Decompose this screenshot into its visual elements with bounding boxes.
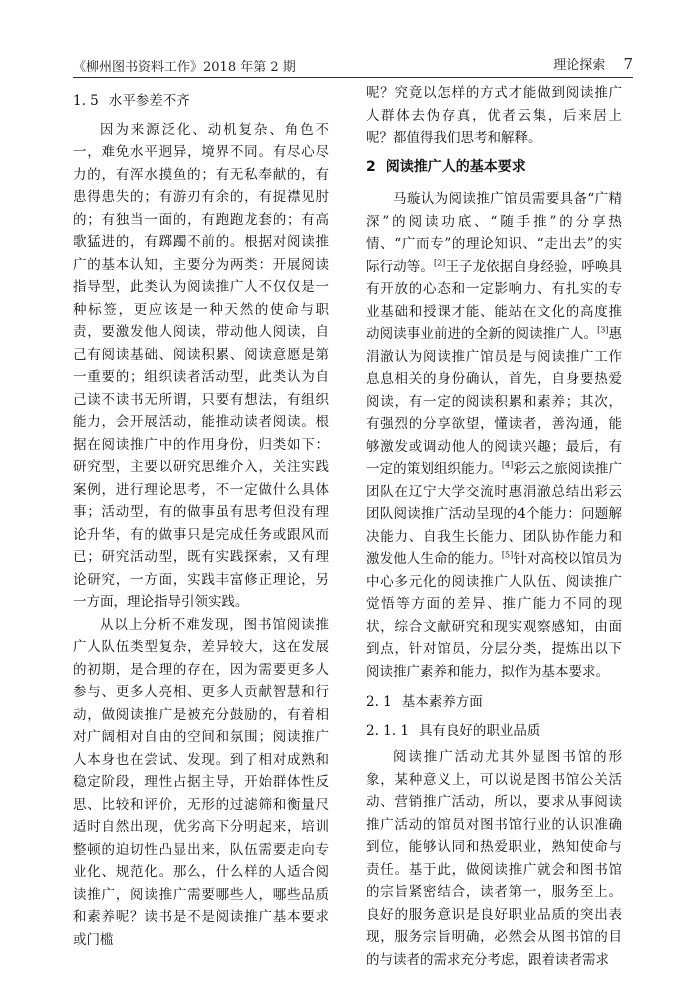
section-heading-2: 2 阅读推广人的基本要求 <box>366 158 526 175</box>
paragraph: 从以上分析不难发现，图书馆阅读推广人队伍类型复杂，差异较大，这在发展的初期，是合理的存在，因为需要更多人参与、更多人亮相、更多人贡献智慧和行动，做阅读推广是被充分鼓励的，有着相对广阔相对自由的空间和氛围；阅读推广人本身也在尝试、发现。到了相对成熟和稳定阶段，理性占据主导，开始群体性反思、比较和评价，无形的过滤筛和衡量尺适时自然出现，优劣高下分明起来，培训整顿的迫切性凸显出来，队伍需要走向专业化、规范化。那么，什么样的人适合阅读推广，阅读推广需要哪些人，哪些品质和素养呢？读书是不是阅读推广基本要求或门槛 <box>73 616 329 948</box>
section-heading-1-5: 1. 5 水平参差不齐 <box>73 93 190 109</box>
page-header <box>73 50 633 78</box>
paragraph: 因为来源泛化、动机复杂、角色不一，难免水平迥异，境界不同。有尽心尽力的，有浑水摸鱼的；有无私奉献的，有患得患失的；有游刃有余的，有捉襟见肘的；有独当一面的，有跑跑龙套的；有高歌猛进的，有踯躅不前的。根据对阅读推广的基本认知，主要分为两类：开展阅读指导型，此类认为阅读推广人不仅仅是一种标签，更应该是一种天然的使命与职责，要激发他人阅读，带动他人阅读，自己有阅读基础、阅读积累、阅读意愿是第一重要的；组织读者活动型，此类认为自己读不读书无所谓，只要有想法，有组织能力，会开展活动，能推动读者阅读。根据在阅读推广中的作用身份，归类如下：研究型，主要以研究思维介入，关注实践案例，进行理论思考，不一定做什么具体事；活动型，有的做事虽有思考但没有理论升华，有的做事只是完成任务或跟风而已；研究活动型，既有实践探索，又有理论研究，一方面，实践丰富修正理论，另一方面，理论指导引领实践。 <box>73 121 329 610</box>
citation-ref: [3] <box>597 325 609 335</box>
paragraph: 马璇认为阅读推广馆员需要具备“广精深”的阅读功底、“随手推”的分享热情、“广而专”的理论知识、“走出去”的实际行动等。[2]王子龙依据自身经验，呼唤具有开放的心态和一定影响力、有扎实的专业基础和授课才能、能站在文化的高度推动阅读事业前进的全新的阅读推广人。[3]惠涓澈认为阅读推广馆员是与阅读推广工作息息相关的身份确认，首先，自身要热爱阅读，有一定的阅读积累和素养；其次，有强烈的分享欲望，懂读者，善沟通，能够激发或调动他人的阅读兴趣；最后，有一定的策划组织能力。[4]彩云之旅阅读推广团队在辽宁大学交流时惠涓澈总结出彩云团队阅读推广活动呈现的4个能力：问题解决能力、自我生长能力、团队协作能力和激发他人生命的能力。[5]针对高校以馆员为中心多元化的阅读推广人队伍、阅读推广觉悟等方面的差异、推广能力不同的现状，综合文献研究和现实观察感知，由面到点，针对馆员，分层分类，提炼出以下阅读推广素养和能力，拟作为基本要求。 <box>366 191 623 680</box>
left-column <box>73 82 329 951</box>
header-right <box>553 54 633 73</box>
section-label: 理论探索 <box>553 58 606 73</box>
right-column <box>366 82 622 971</box>
page-number: 7 <box>623 55 633 73</box>
paragraph: 阅读推广活动尤其外显图书馆的形象，某种意义上，可以说是图书馆公关活动、营销推广活动，所以，要求从事阅读推广活动的馆员对图书馆行业的认识准确到位，能够认同和热爱职业，熟知使命与责任。基于此，做阅读推广就会和图书馆的宗旨紧密结合，读者第一，服务至上。良好的服务意识是良好职业品质的突出表现，服务宗旨明确，必然会从图书馆的目的与读者的需求充分考虑，跟着读者需求 <box>366 749 622 968</box>
journal-title: 《柳州图书资料工作》2018 年第 2 期 <box>73 60 296 75</box>
header-rule <box>73 77 633 78</box>
section-heading-2-1: 2. 1 基本素养方面 <box>366 694 483 710</box>
citation-ref: [4] <box>501 460 514 470</box>
citation-ref: [5] <box>501 550 514 560</box>
section-heading-2-1-1: 2. 1. 1 具有良好的职业品质 <box>366 722 541 739</box>
citation-ref: [2] <box>433 258 446 267</box>
paragraph-continued: 呢？究竟以怎样的方式才能做到阅读推广人群体去伪存真，优者云集，后来居上呢？都值得我们思考和解释。 <box>366 85 622 146</box>
